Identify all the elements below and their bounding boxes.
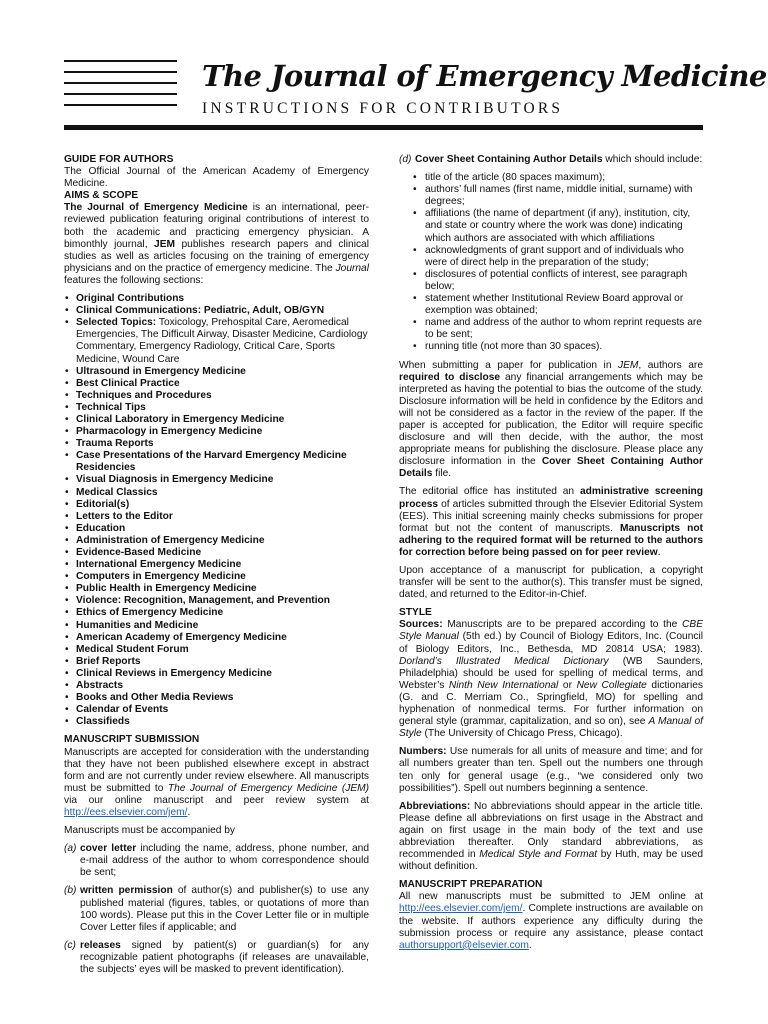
numbers-paragraph: Numbers: Use numerals for all units of measure and time; and for all numbers greater than ten. Spell out the numbers one through ten only for general usage (e.g., “we considered only two possibilities”). Spell out numbers beginning a sentence. [399,746,703,794]
guide-text: The Official Journal of the American Academy of Emergency Medicine. [64,166,369,190]
section-list-item: • Abstracts [64,680,369,692]
journal-header [64,55,767,130]
sources-paragraph: Sources: Manuscripts are to be prepared according to the CBE Style Manual (5th ed.) by Council of Biology Editors, Inc. (Council of Biology Editors, Inc., Bethesda, MD 20814 USA; 1983). Dorland’s Illustrated Medical Dictionary (WB Saunders, Philadelphia) should be used for spelling of medical terms, and Webster’s Ninth New International or New Collegiate dictionaries (G. and C. Merriam Co., Springfield, MO) for spelling and hyphenation of nonmedical terms. For further information on general style (grammar, capitalization, and so on), see A Manual of Style (The University of Chicago Press, Chicago). [399,619,704,740]
section-list-item: • Visual Diagnosis in Emergency Medicine [64,474,369,486]
section-list-item: • Administration of Emergency Medicine [64,535,369,547]
guide-heading: GUIDE FOR AUTHORS [64,154,174,165]
preparation-link[interactable]: http://ees.elsevier.com/jem/ [399,903,523,915]
section-list-item: • Evidence-Based Medicine [64,547,369,559]
accompanied-text: Manuscripts must be accompanied by [64,825,236,837]
section-list-item: • American Academy of Emergency Medicine [64,632,369,644]
accompaniment-item: (a) cover letter including the name, address, phone number, and e-mail address of the author to whom correspondence should be sent; [64,843,369,879]
cover-sheet-list-item: • statement whether Institutional Review Board approval or exemption was obtained; [399,293,703,317]
section-list-item: • International Emergency Medicine [64,559,369,571]
section-list-item: • Classifieds [64,716,369,728]
aims-heading: AIMS & SCOPE [64,190,139,202]
preparation-paragraph: All new manuscripts must be submitted to JEM online at http://ees.elsevier.com/jem/. Complete instructions are available on the website. If authors experience any difficulty during the submission process or require any assistance, please contact authorsupport@elsevier.com. [399,891,703,951]
section-list-item: • Ethics of Emergency Medicine [64,607,369,619]
section-list-item: • Computers in Emergency Medicine [64,571,369,583]
page-subtitle: INSTRUCTIONS FOR CONTRIBUTORS [202,100,564,117]
section-list-item: • Case Presentations of the Harvard Emergency Medicine Residencies [64,450,369,474]
section-list-item: • Ultrasound in Emergency Medicine [64,366,369,378]
section-list-item: • Violence: Recognition, Management, and Prevention [64,595,369,607]
section-list-item: • Best Clinical Practice [64,378,369,390]
section-list-item: • Calendar of Events [64,704,369,716]
accompaniment-list [64,843,369,976]
right-column [399,154,703,952]
accompaniment-item: (b) written permission of author(s) and publisher(s) to use any published material (figures, tables, or quotations of more than 100 words). Please put this in the Cover Letter file or in multiple Cover Letter files if applicable; and [64,885,369,933]
submission-paragraph: Manuscripts are accepted for consideration with the understanding that they have not been published elsewhere except in abstract form and are not currently under review elsewhere. All manuscripts must be submitted to The Journal of Emergency Medicine (JEM) via our online manuscript and peer review system at http://ees.elsevier.com/jem/. [64,746,369,818]
sections-list [64,293,369,728]
cover-sheet-list-item: • disclosures of potential conflicts of interest, see paragraph below; [399,269,703,293]
style-heading: STYLE [399,607,432,619]
section-list-item: • Original Contributions [64,293,369,305]
screening-paragraph: The editorial office has instituted an administrative screening process of articles submitted through the Elsevier Editorial System (EES). This initial screening mainly checks submissions for proper format but not the content of manuscripts. Manuscripts not adhering to the required format will be returned to the authors for correction before being passed on for peer review. [399,486,703,558]
section-list-item: • Medical Student Forum [64,644,369,656]
cover-sheet-list-item: • title of the article (80 spaces maximum); [399,172,703,184]
cover-sheet-list-item: • acknowledgments of grant support and of individuals who were of direct help in the preparation of the study; [399,245,703,269]
section-list-item: • Editorial(s) [64,499,369,511]
section-list-item: • Techniques and Procedures [64,390,369,402]
left-column [64,154,369,976]
header-decorative-lines [64,60,177,115]
section-list-item: • Public Health in Emergency Medicine [64,583,369,595]
section-list-item: • Letters to the Editor [64,511,369,523]
support-email-link[interactable]: authorsupport@elsevier.com [399,939,529,951]
accompaniment-item: (c) releases signed by patient(s) or guardian(s) for any recognizable patient photographs (if releases are unavailable, the subjects’ eyes will be masked to prevent identification). [64,939,369,975]
journal-title: The Journal of Emergency Medicine [202,59,767,93]
submission-heading: MANUSCRIPT SUBMISSION [64,734,200,746]
section-list-item: • Education [64,523,369,535]
cover-sheet-list-item: • running title (not more than 30 spaces). [399,341,703,353]
section-list-item: • Brief Reports [64,656,369,668]
section-list-item: • Technical Tips [64,402,369,414]
cover-sheet-list-item: • affiliations (the name of department (if any), institution, city, and state or country where the work was done) indicating which authors are associated with which affiliations [399,208,703,244]
disclosure-paragraph: When submitting a paper for publication in JEM, authors are required to disclose any financial arrangements which may be interpreted as having the potential to bias the outcome of the study. Disclosure information will be held in confidence by the Editors and will not be considered as a factor in the review of the paper. If the paper is accepted for publication, the Editor will require specific disclosure and will then decide, with the author, the most appropriate means for publishing the disclosure. Please place any disclosure information in the Cover Sheet Containing Author Details file. [399,359,704,480]
copyright-paragraph: Upon acceptance of a manuscript for publication, a copyright transfer will be sent to the author(s). This transfer must be signed, dated, and returned to the Editor-in-Chief. [399,565,703,601]
header-divider [64,125,703,130]
section-list-item: • Trauma Reports [64,438,369,450]
section-list-item: • Clinical Communications: Pediatric, Adult, OB/GYN [64,305,369,317]
cover-sheet-list-item: • authors’ full names (first name, middle initial, surname) with degrees; [399,184,703,208]
section-list-item: • Pharmacology in Emergency Medicine [64,426,369,438]
aims-paragraph: The Journal of Emergency Medicine is an international, peer-reviewed publication featuring original contributions of interest to both the academic and practicing emergency physician. A bimonthly journal, JEM publishes research papers and clinical studies as well as articles focusing on the training of emergency physicians and on the practice of emergency medicine. The Journal features the following sections: [64,202,369,286]
section-list-item: • Books and Other Media Reviews [64,692,369,704]
preparation-heading: MANUSCRIPT PREPARATION [399,879,543,891]
section-list-item: • Selected Topics: Toxicology, Prehospital Care, Aeromedical Emergencies, The Difficult Airway, Disaster Medicine, Cardiology Commentary, Emergency Radiology, Critical Care, Sports Medicine, Wound Care [64,317,369,365]
section-list-item: • Humanities and Medicine [64,620,369,632]
section-list-item: • Medical Classics [64,487,369,499]
section-list-item: • Clinical Reviews in Emergency Medicine [64,668,369,680]
cover-sheet-list [399,172,703,353]
submission-link[interactable]: http://ees.elsevier.com/jem/ [64,806,188,818]
cover-sheet-list-item: • name and address of the author to whom reprint requests are to be sent; [399,317,703,341]
cover-sheet-item: (d) Cover Sheet Containing Author Details which should include: [399,154,703,165]
section-list-item: • Clinical Laboratory in Emergency Medicine [64,414,369,426]
abbreviations-paragraph: Abbreviations: No abbreviations should appear in the article title. Please define all abbreviations on first usage in the Abstract and again on first usage in the main body of the text and use abbreviation thereafter. Only standard abbreviations, as recommended in Medical Style and Format by Huth, may be used without definition. [399,800,703,873]
